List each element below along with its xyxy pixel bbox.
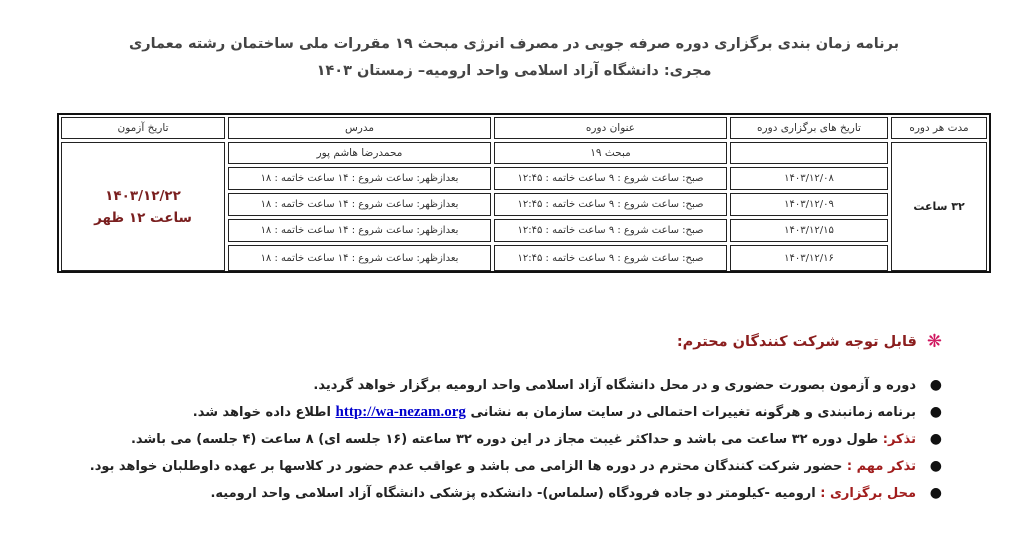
- course-name: مبحث ۱۹: [494, 142, 727, 164]
- session-morning: صبح: ساعت شروع : ۹ ساعت خاتمه : ۱۲:۴۵: [494, 219, 727, 242]
- notes-list: [89, 372, 942, 507]
- notice-heading: [677, 331, 942, 352]
- bullet-icon: ●: [929, 377, 942, 393]
- note-text: طول دوره ۳۲ ساعت می باشد و حداکثر غیبت مجاز در این دوره ۳۲ ساعته (۱۶ جلسه ای) ۸ ساعت (۴ جلسه) می باشد.: [130, 432, 879, 447]
- session-afternoon: بعدازظهر: ساعت شروع : ۱۴ ساعت خاتمه : ۱۸: [228, 193, 491, 216]
- header-dates: تاریخ های برگزاری دوره: [730, 117, 888, 139]
- exam-date: ۱۴۰۳/۱۲/۲۲: [105, 187, 181, 204]
- session-morning: صبح: ساعت شروع : ۹ ساعت خاتمه : ۱۲:۴۵: [494, 193, 727, 216]
- header-exam: تاریخ آزمون: [61, 117, 225, 139]
- session-afternoon: بعدازظهر: ساعت شروع : ۱۴ ساعت خاتمه : ۱۸: [228, 245, 491, 271]
- exam-date-cell: [61, 142, 225, 271]
- session-morning: صبح: ساعت شروع : ۹ ساعت خاتمه : ۱۲:۴۵: [494, 167, 727, 190]
- note-label: محل برگزاری :: [820, 486, 916, 501]
- session-morning: صبح: ساعت شروع : ۹ ساعت خاتمه : ۱۲:۴۵: [494, 245, 727, 271]
- session-afternoon: بعدازظهر: ساعت شروع : ۱۴ ساعت خاتمه : ۱۸: [228, 219, 491, 242]
- bullet-icon: ●: [929, 458, 942, 474]
- session-date: ۱۴۰۳/۱۲/۱۵: [730, 219, 888, 242]
- header-course: عنوان دوره: [494, 117, 727, 139]
- exam-time: ساعت ۱۲ ظهر: [94, 209, 192, 226]
- note-label: تذکر مهم :: [846, 459, 916, 474]
- note-text: ارومیه -کیلومتر دو جاده فرودگاه (سلماس)- دانشکده پزشکی دانشگاه آزاد اسلامی واحد ارومیه.: [210, 486, 816, 501]
- notice-heading-text: قابل توجه شرکت کنندگان محترم:: [676, 333, 917, 350]
- website-link[interactable]: http://wa-nezam.org: [335, 404, 466, 420]
- list-item: [89, 453, 942, 480]
- header-instructor: مدرس: [228, 117, 491, 139]
- schedule-table: [57, 113, 991, 273]
- list-item: [102, 480, 942, 507]
- note-text: حضور شرکت کنندگان محترم در دوره ها الزامی می باشد و عواقب عدم حضور در کلاسها بر عهده داوطلبان خواهد بود.: [89, 459, 843, 474]
- page-subtitle: مجری: دانشگاه آزاد اسلامی واحد ارومیه– زمستان ۱۴۰۳: [316, 63, 712, 79]
- list-item: [102, 399, 942, 426]
- list-item: [102, 372, 942, 399]
- note-text: دوره و آزمون بصورت حضوری و در محل دانشگاه آزاد اسلامی واحد ارومیه برگزار خواهد گردید.: [313, 378, 916, 393]
- note-text: برنامه زمانبندی و هرگونه تغییرات احتمالی در سایت سازمان به نشانی: [470, 405, 916, 420]
- note-text: اطلاع داده خواهد شد.: [192, 405, 331, 420]
- session-date: ۱۴۰۳/۱۲/۰۸: [730, 167, 888, 190]
- instructor-name: محمدرضا هاشم پور: [228, 142, 491, 164]
- note-label: تذکر:: [882, 432, 916, 447]
- duration-value: ۳۲ ساعت: [891, 142, 987, 271]
- bullet-icon: ●: [929, 431, 942, 447]
- asterisk-icon: ❋: [926, 331, 942, 352]
- bullet-icon: ●: [929, 404, 942, 420]
- session-afternoon: بعدازظهر: ساعت شروع : ۱۴ ساعت خاتمه : ۱۸: [228, 167, 491, 190]
- bullet-icon: ●: [929, 485, 942, 501]
- header-duration: مدت هر دوره: [891, 117, 987, 139]
- session-date: ۱۴۰۳/۱۲/۱۶: [730, 245, 888, 271]
- dates-blank: [730, 142, 888, 164]
- list-item: [102, 426, 942, 453]
- page-title: برنامه زمان بندی برگزاری دوره صرفه جویی در مصرف انرژی مبحث ۱۹ مقررات ملی ساختمان رشته معماری: [128, 36, 900, 52]
- session-date: ۱۴۰۳/۱۲/۰۹: [730, 193, 888, 216]
